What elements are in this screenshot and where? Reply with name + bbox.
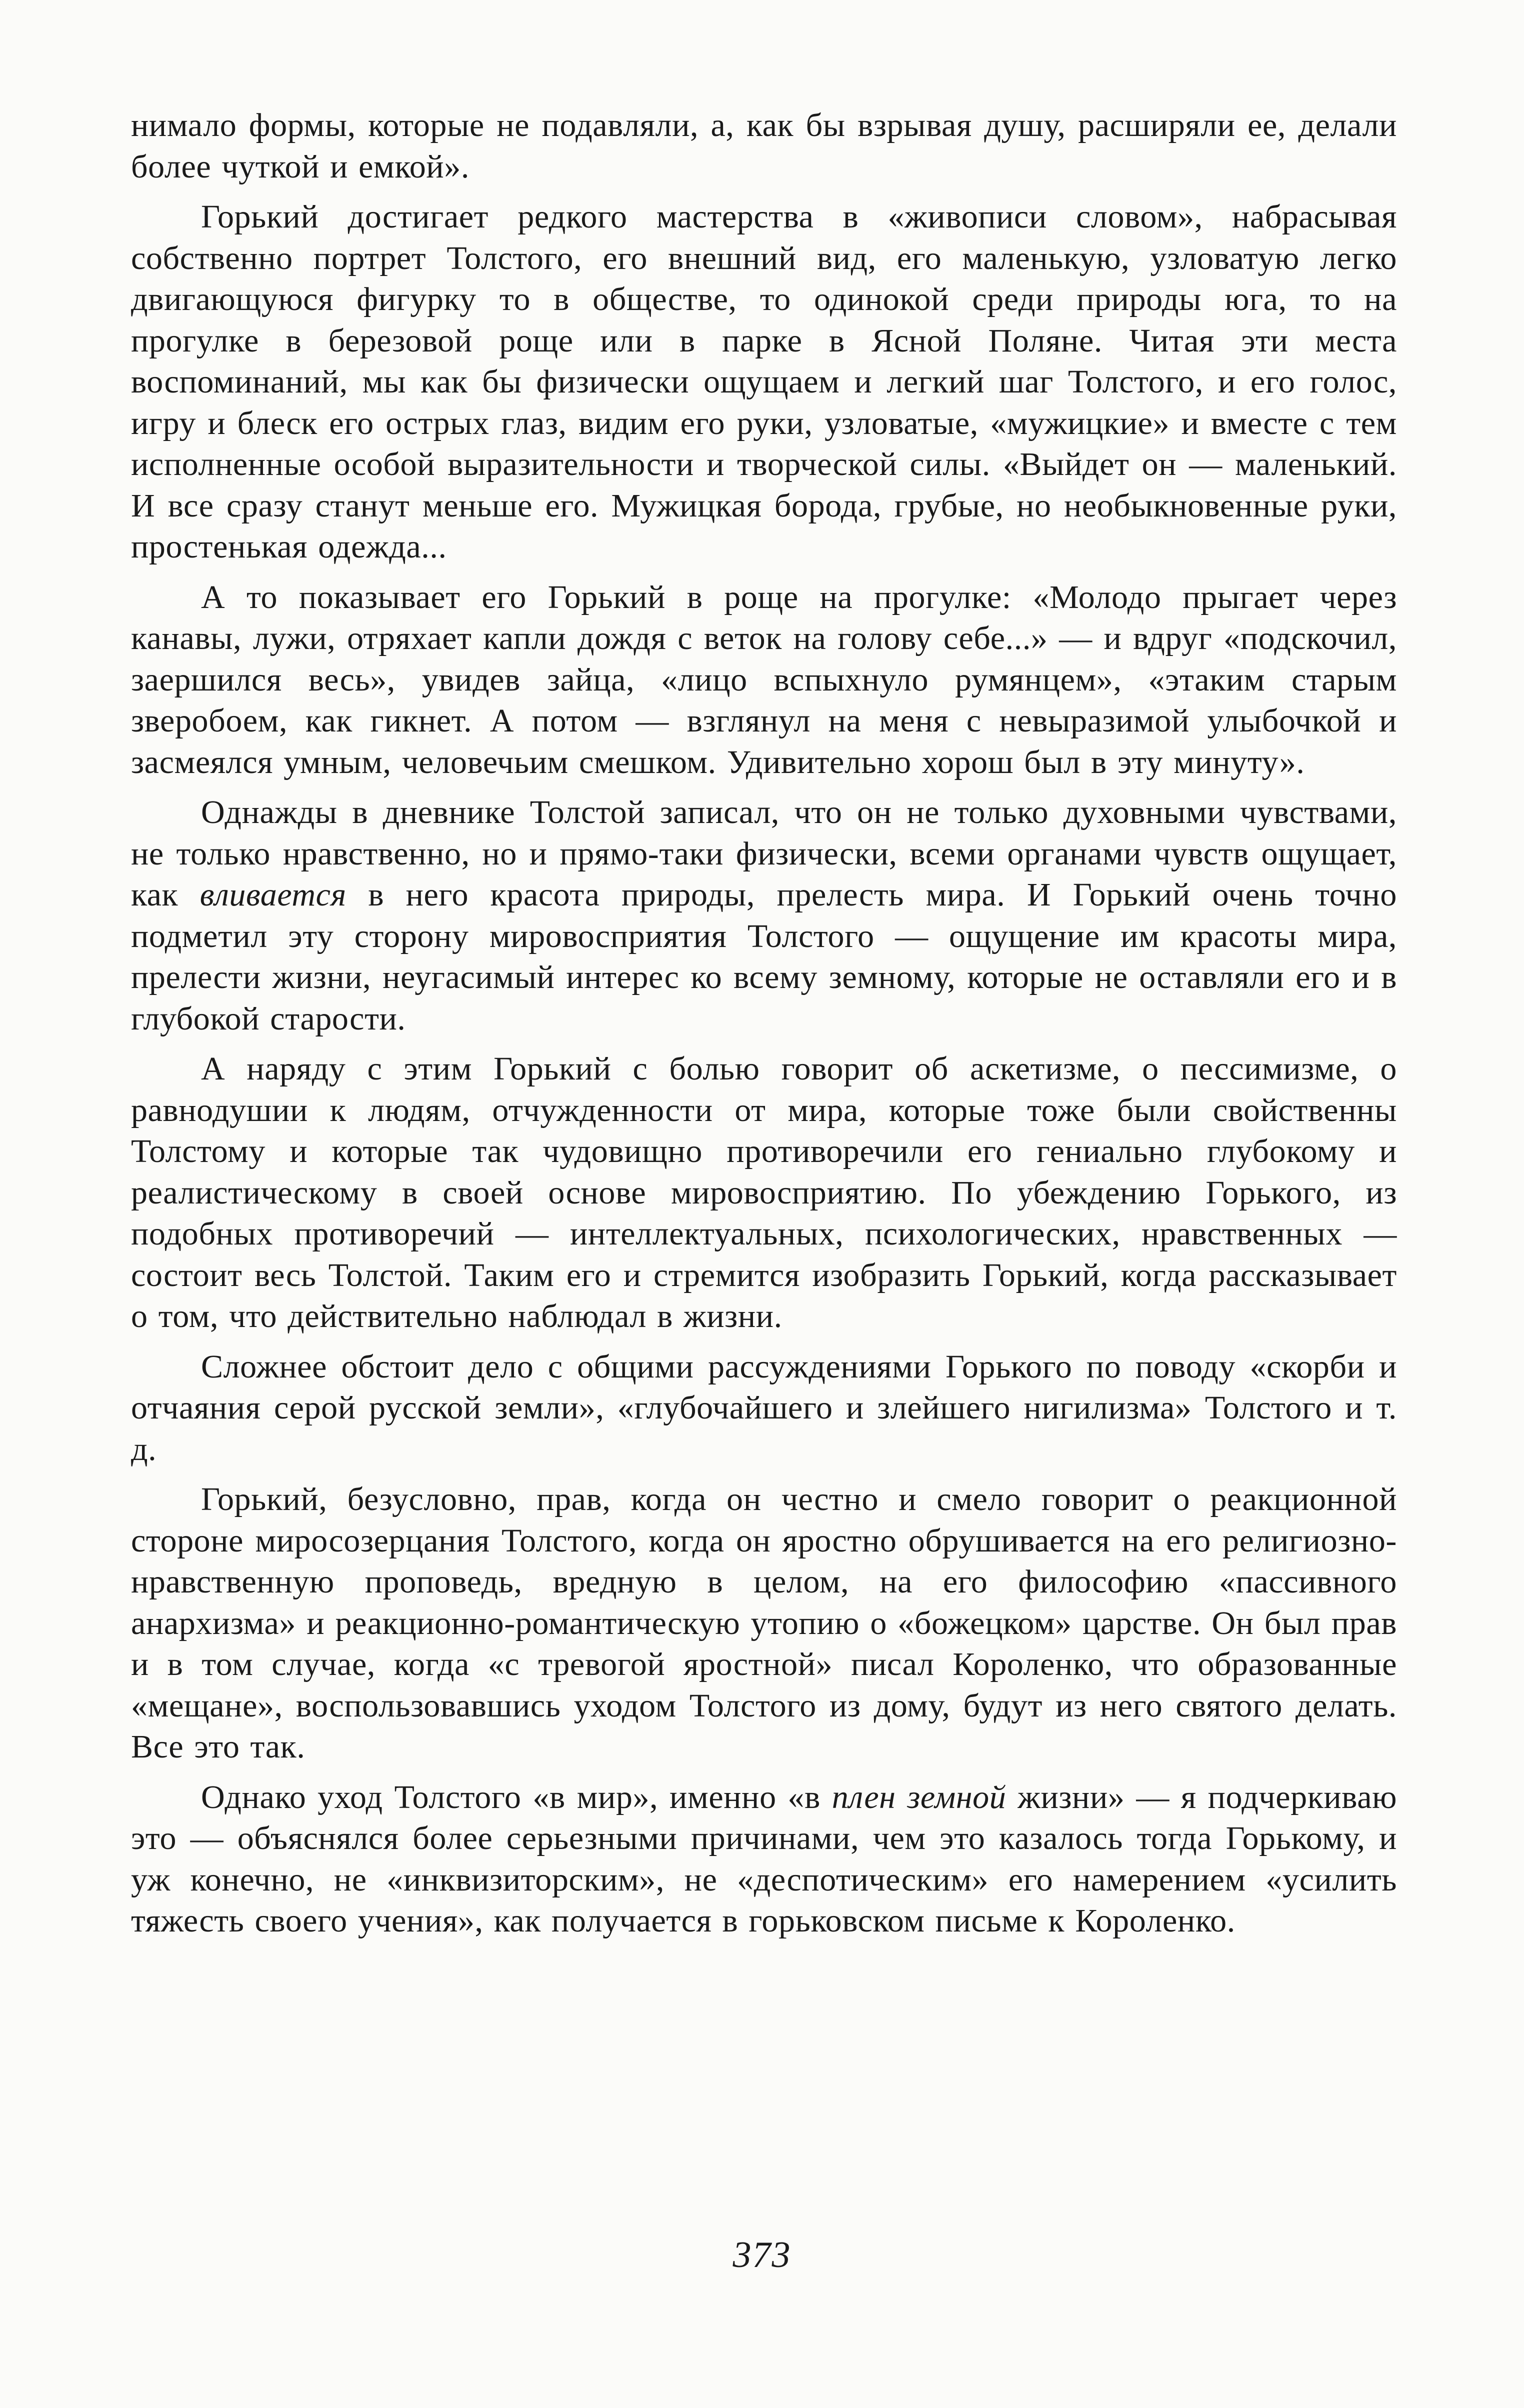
italic-emphasis: вливается: [200, 876, 346, 913]
body-text: [131, 105, 1397, 1951]
italic-emphasis: плен земной: [832, 1778, 1006, 1816]
paragraph: [131, 1777, 1397, 1942]
paragraph: [131, 792, 1397, 1040]
page-number: 373: [732, 2234, 792, 2276]
paragraph: [131, 577, 1397, 784]
paragraph-continued: [131, 105, 1397, 188]
text-run: Горький, безусловно, прав, когда он честно и смело говорит о реакционной стороне миросозерцания Толстого, когда он яростно обрушивается на его религиозно-нравственную проповедь, вредную в целом, на его философию «пассивного анархизма» и реакционно-романтическую утопию о «божецком» царстве. Он был прав и в том случае, когда «с тревогой яростной» писал Короленко, что образованные «мещане», воспользовавшись уходом Толстого из дому, будут из него святого делать. Все это так.: [131, 1481, 1397, 1765]
text-run: Сложнее обстоит дело с общими рассуждениями Горького по поводу «скорби и отчаяния серой русской земли», «глубочайшего и злейшего нигилизма» Толстого и т. д.: [131, 1348, 1397, 1468]
text-run: Горький достигает редкого мастерства в «живописи словом», набрасывая собственно портрет Толстого, его внешний вид, его маленькую, узловатую легко двигающуюся фигурку то в обществе, то одинокой среди природы юга, то на прогулке в березовой роще или в парке в Ясной Поляне. Читая эти места воспоминаний, мы как бы физически ощущаем и легкий шаг Толстого, и его голос, игру и блеск его острых глаз, видим его руки, узловатые, «мужицкие» и вместе с тем исполненные особой выразительности и творческой силы. «Выйдет он — маленький. И все сразу станут меньше его. Мужицкая борода, грубые, но необыкновенные руки, простенькая одежда...: [131, 198, 1397, 565]
text-run: А то показывает его Горький в роще на прогулке: «Молодо прыгает через канавы, лужи, отряхает капли дождя с веток на голову себе...» — и вдруг «подскочил, заершился весь», увидев зайца, «лицо вспыхнуло румянцем», «этаким старым зверобоем, как гикнет. А потом — взглянул на меня с невыразимой улыбочкой и засмеялся умным, человечьим смешком. Удивительно хорош был в эту минуту».: [131, 578, 1397, 780]
paragraph: [131, 1479, 1397, 1768]
text-run: жизни» — я подчеркиваю это — объяснялся более серьезными причинами, чем это казалось тогда Горькому, и уж конечно, не «инквизиторским», не «деспотическим» его намерением «усилить тяжесть своего учения», как получается в горьковском письме к Короленко.: [131, 1778, 1397, 1939]
text-run: в него красота природы, прелесть мира. И Горький очень точно подметил эту сторону мировосприятия Толстого — ощущение им красоты мира, прелести жизни, неугасимый интерес ко всему земному, которые не оставляли его и в глубокой старости.: [131, 876, 1397, 1037]
paragraph: [131, 1048, 1397, 1338]
text-run: Однако уход Толстого «в мир», именно «в: [201, 1778, 832, 1816]
text-run: нимало формы, которые не подавляли, а, как бы взрывая душу, расширяли ее, делали более чуткой и емкой».: [131, 107, 1397, 185]
paragraph: [131, 196, 1397, 568]
paragraph: [131, 1346, 1397, 1470]
text-run: А наряду с этим Горький с болью говорит об аскетизме, о пессимизме, о равнодушии к людям, отчужденности от мира, которые тоже были свойственны Толстому и которые так чудовищно противоречили его гениально глубокому и реалистическому в своей основе мировосприятию. По убеждению Горького, из подобных противоречий — интеллектуальных, психологических, нравственных — состоит весь Толстой. Таким его и стремится изобразить Горький, когда рассказывает о том, что действительно наблюдал в жизни.: [131, 1050, 1397, 1334]
text-run: Однажды в дневнике Толстой записал, что он не только духовными чувствами, не только нравственно, но и прямо-таки физически, всеми органами чувств ощущает, как: [131, 794, 1397, 913]
